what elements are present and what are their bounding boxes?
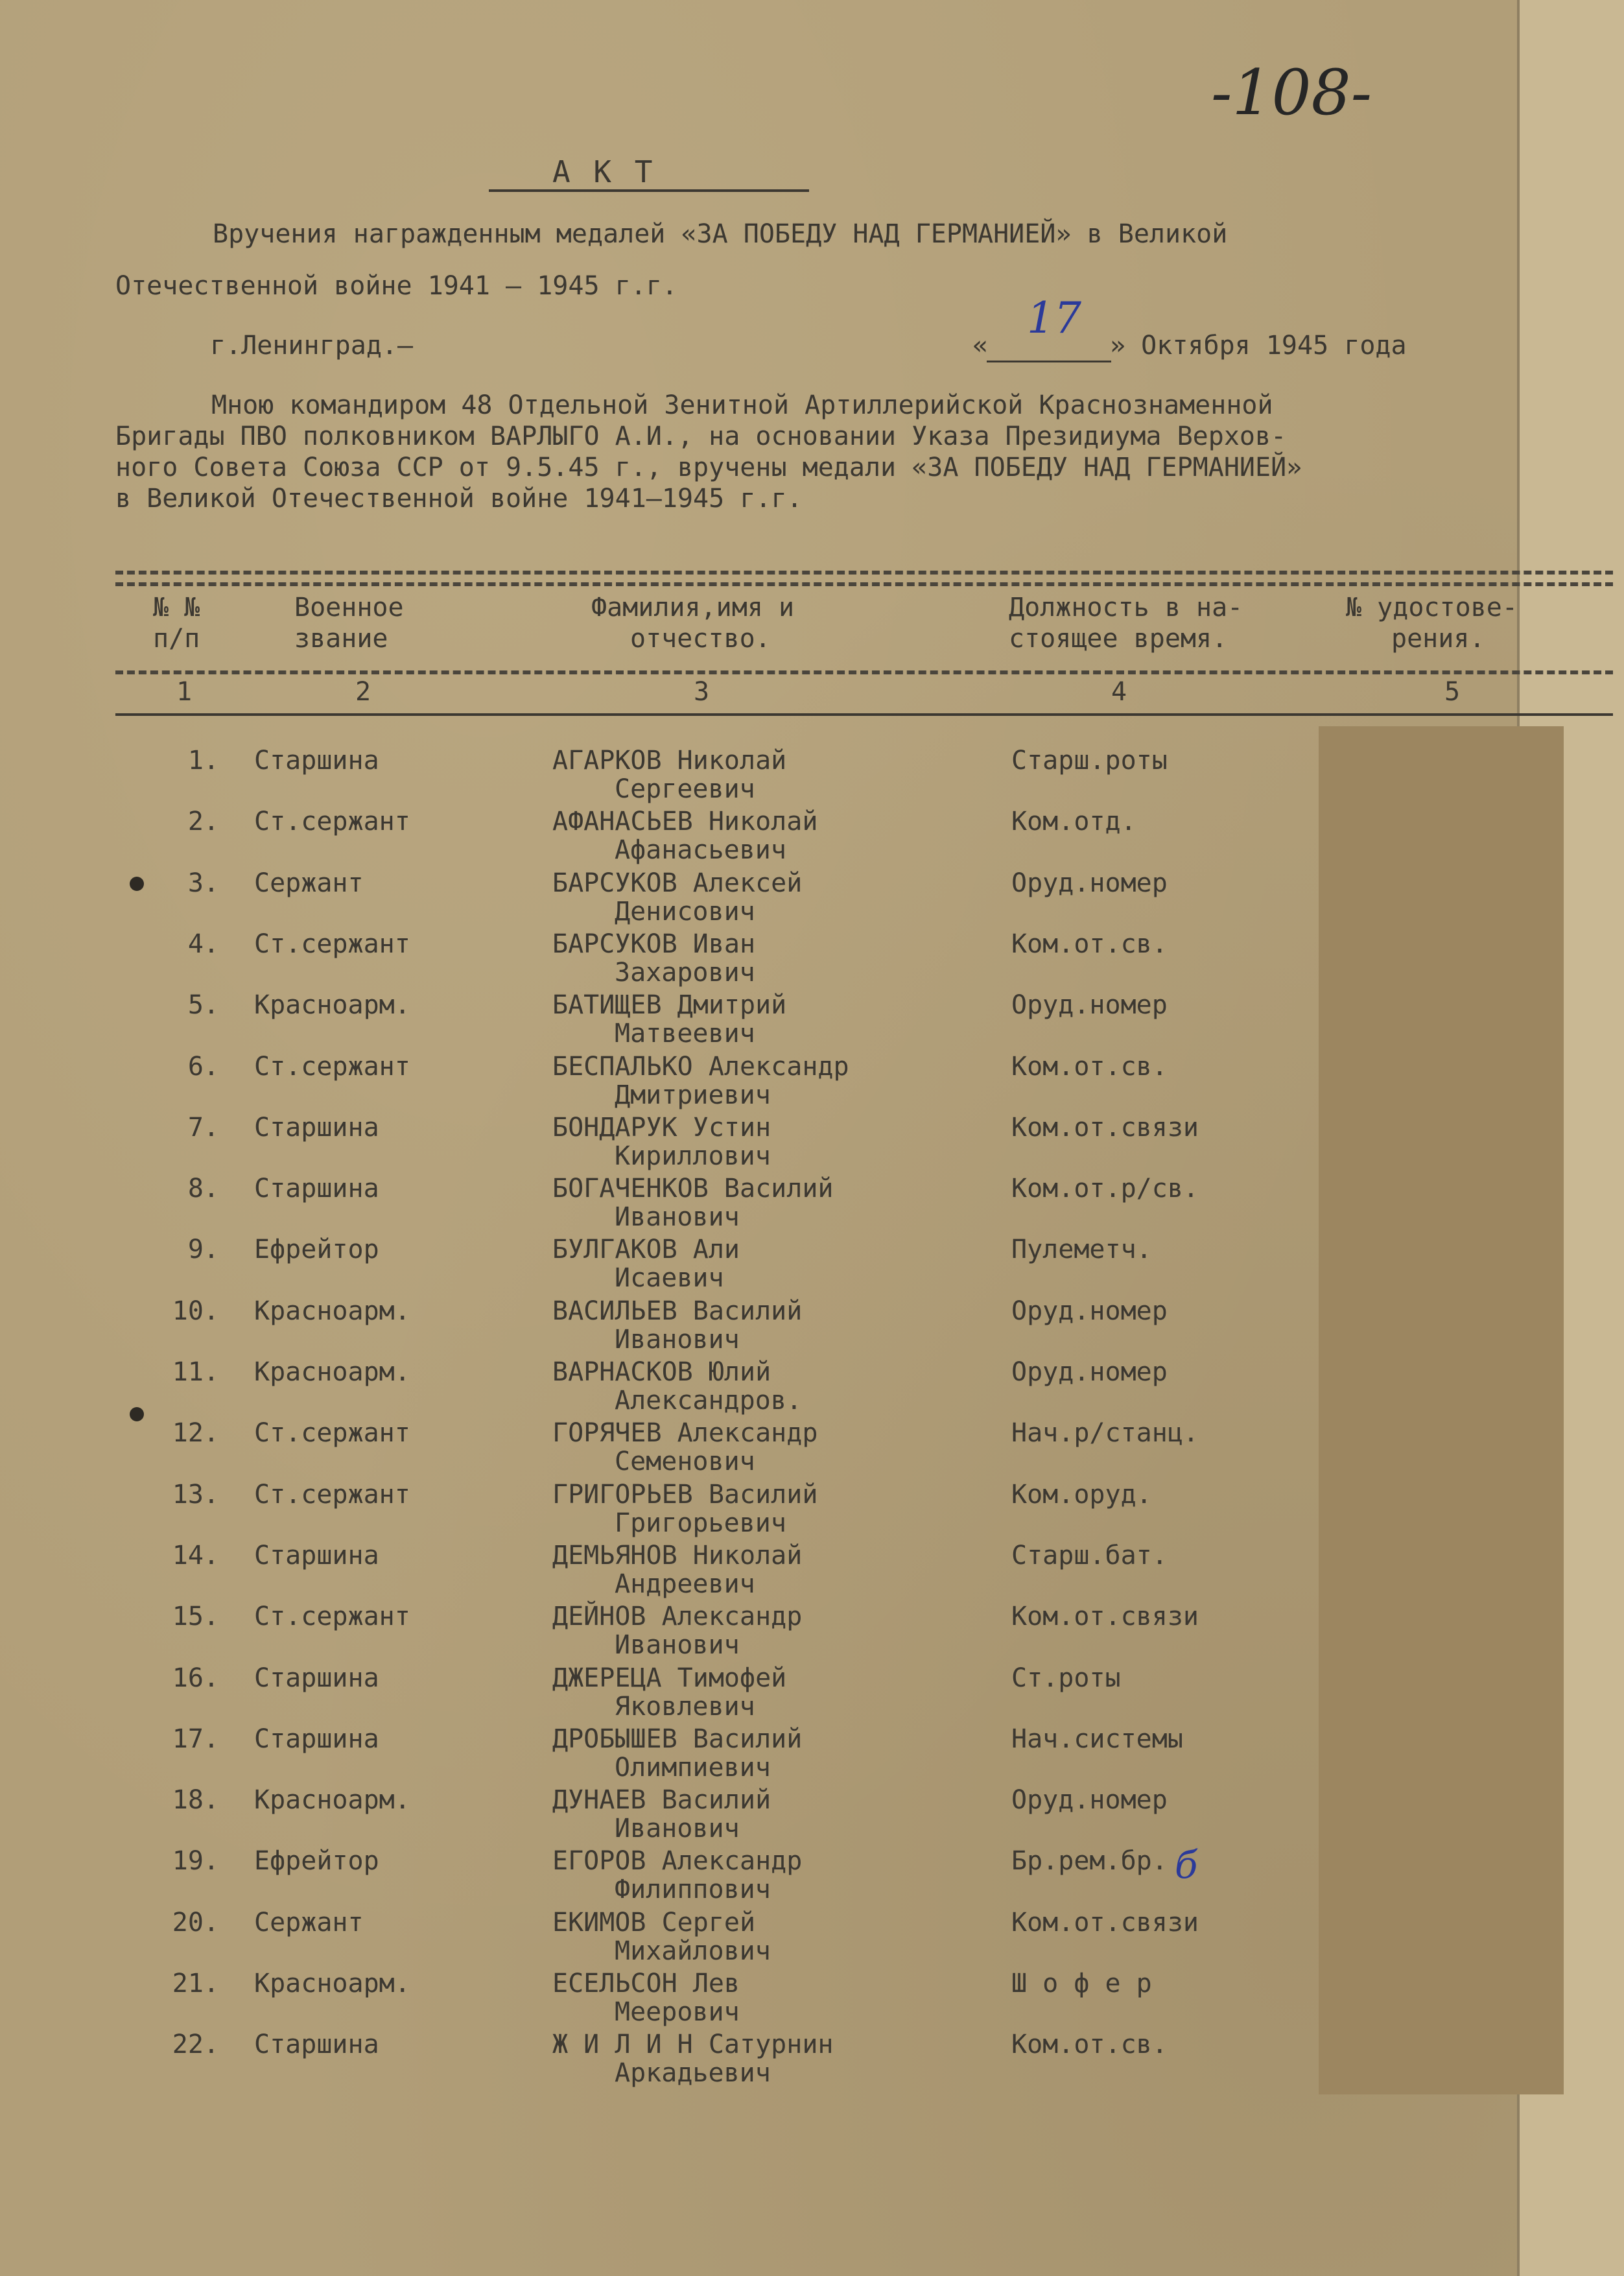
row-surname-name: ГРИГОРЬЕВ Василий	[552, 1480, 818, 1510]
header-col3-line1: Фамилия,имя и	[591, 593, 795, 622]
subtitle-line-2: Отечественной войне 1941 – 1945 г.г.	[115, 271, 677, 301]
row-position: Ст.роты	[1011, 1663, 1121, 1693]
row-surname-name: ДРОБЫШЕВ Василий	[552, 1724, 803, 1754]
row-position: Нач.р/станц.	[1011, 1418, 1199, 1448]
row-position: Бр.рем.бр.	[1011, 1846, 1168, 1876]
row-patronymic: Олимпиевич	[615, 1753, 771, 1783]
row-surname-name: ДУНАЕВ Василий	[552, 1785, 771, 1815]
header-col2-line1: Военное	[294, 593, 404, 622]
row-rank: Красноарм.	[254, 990, 410, 1020]
column-number-3: 3	[694, 677, 710, 707]
row-number: 11.	[172, 1357, 219, 1387]
row-rank: Красноарм.	[254, 1969, 410, 1998]
table-top-dashed-line	[115, 571, 1613, 575]
row-rank: Красноарм.	[254, 1296, 410, 1326]
row-rank: Ефрейтор	[254, 1235, 379, 1264]
column-number-4: 4	[1111, 677, 1127, 707]
column-number-5: 5	[1444, 677, 1461, 707]
row-patronymic: Кириллович	[615, 1141, 771, 1171]
row-rank: Ст.сержант	[254, 807, 410, 836]
row-rank: Старшина	[254, 1541, 379, 1571]
title-underline	[489, 189, 809, 192]
row-position: Оруд.номер	[1011, 1296, 1168, 1326]
row-position: Ком.от.св.	[1011, 2030, 1168, 2059]
row-surname-name: БОГАЧЕНКОВ Василий	[552, 1174, 834, 1203]
header-col2-line2: звание	[294, 624, 388, 654]
row-surname-name: ДЕЙНОВ Александр	[552, 1602, 803, 1631]
row-position: Ш о ф е р	[1011, 1969, 1152, 1998]
page-number: -108-	[1211, 56, 1372, 129]
row-rank: Старшина	[254, 746, 379, 776]
row-number: 20.	[172, 1908, 219, 1938]
row-surname-name: БЕСПАЛЬКО Александр	[552, 1052, 849, 1082]
row-rank: Ефрейтор	[254, 1846, 379, 1876]
row-number: 12.	[172, 1418, 219, 1448]
row-surname-name: ЕГОРОВ Александр	[552, 1846, 803, 1876]
place: г.Ленинград.–	[210, 331, 414, 361]
row-surname-name: АГАРКОВ Николай	[552, 746, 787, 776]
row-number: 8.	[187, 1174, 219, 1203]
row-number: 13.	[172, 1480, 219, 1510]
date-blank-line	[987, 361, 1111, 362]
row-patronymic: Денисович	[615, 897, 755, 927]
row-position: Оруд.номер	[1011, 990, 1168, 1020]
row-rank: Сержант	[254, 868, 364, 898]
row-position: Ком.от.связи	[1011, 1908, 1199, 1938]
row-patronymic: Филиппович	[615, 1875, 771, 1904]
header-col4-line1: Должность в на-	[1009, 593, 1243, 622]
date-day-handwritten: 17	[1027, 293, 1081, 343]
row-patronymic: Иванович	[615, 1202, 740, 1232]
row-patronymic: Яковлевич	[615, 1692, 755, 1722]
row-number: 3.	[187, 868, 219, 898]
row-surname-name: БОНДАРУК Устин	[552, 1113, 771, 1143]
row-number: 5.	[187, 990, 219, 1020]
row-surname-name: БАТИЩЕВ Дмитрий	[552, 990, 787, 1020]
row-surname-name: ДЖЕРЕЦА Тимофей	[552, 1663, 787, 1693]
row-patronymic: Захарович	[615, 958, 755, 988]
row-patronymic: Меерович	[615, 1997, 740, 2027]
intro-line-4: в Великой Отечественной войне 1941–1945 г.г.	[115, 484, 803, 514]
intro-line-1: Мною командиром 48 Отдельной Зенитной Артиллерийской Краснознаменной	[211, 390, 1273, 420]
row-rank: Сержант	[254, 1908, 364, 1938]
row-number: 17.	[172, 1724, 219, 1754]
row-number: 16.	[172, 1663, 219, 1693]
row-rank: Старшина	[254, 1724, 379, 1754]
date-rest: » Октября 1945 года	[1110, 331, 1407, 361]
row-rank: Ст.сержант	[254, 1602, 410, 1631]
row-position: Старш.роты	[1011, 746, 1168, 776]
header-col1-line2: п/п	[153, 624, 200, 654]
row-surname-name: ГОРЯЧЕВ Александр	[552, 1418, 818, 1448]
row-number: 7.	[187, 1113, 219, 1143]
row-rank: Красноарм.	[254, 1357, 410, 1387]
row-position: Пулеметч.	[1011, 1235, 1152, 1264]
row-surname-name: ДЕМЬЯНОВ Николай	[552, 1541, 803, 1571]
row-rank: Ст.сержант	[254, 929, 410, 959]
header-col1-line1: № №	[153, 593, 200, 622]
row-number: 10.	[172, 1296, 219, 1326]
row-patronymic: Андреевич	[615, 1569, 755, 1599]
header-col5-line1: № удостове-	[1346, 593, 1518, 622]
row-surname-name: БАРСУКОВ Алексей	[552, 868, 803, 898]
document-title: А К Т	[552, 154, 655, 189]
row-number: 4.	[187, 929, 219, 959]
row-number: 9.	[187, 1235, 219, 1264]
row-patronymic: Матвеевич	[615, 1019, 755, 1049]
punch-hole	[130, 877, 144, 891]
row-number: 21.	[172, 1969, 219, 1998]
row-number: 19.	[172, 1846, 219, 1876]
row-position: Ком.от.связи	[1011, 1602, 1199, 1631]
header-col5-line2: рения.	[1391, 624, 1485, 654]
row-surname-name: ВАСИЛЬЕВ Василий	[552, 1296, 803, 1326]
row-position: Оруд.номер	[1011, 868, 1168, 898]
date-open-quote: «	[972, 331, 989, 361]
row-rank: Ст.сержант	[254, 1418, 410, 1448]
row-patronymic: Иванович	[615, 1325, 740, 1355]
row-surname-name: БУЛГАКОВ Али	[552, 1235, 740, 1264]
row-surname-name: ВАРНАСКОВ Юлий	[552, 1357, 771, 1387]
intro-line-3: ного Совета Союза ССР от 9.5.45 г., вручены медали «ЗА ПОБЕДУ НАД ГЕРМАНИЕЙ»	[115, 453, 1302, 482]
row-patronymic: Афанасьевич	[615, 835, 786, 865]
redaction-block	[1319, 726, 1564, 2094]
row-rank: Ст.сержант	[254, 1052, 410, 1082]
row-number: 18.	[172, 1785, 219, 1815]
row-position: Нач.системы	[1011, 1724, 1183, 1754]
header-dashed-line	[115, 670, 1613, 674]
row-position: Оруд.номер	[1011, 1785, 1168, 1815]
row-rank: Ст.сержант	[254, 1480, 410, 1510]
row-surname-name: ЕСЕЛЬСОН Лев	[552, 1969, 740, 1998]
row-position: Ком.от.связи	[1011, 1113, 1199, 1143]
row-patronymic: Аркадьевич	[615, 2058, 771, 2088]
row-surname-name: АФАНАСЬЕВ Николай	[552, 807, 818, 836]
row-surname-name: Ж И Л И Н Сатурнин	[552, 2030, 834, 2059]
row-rank: Красноарм.	[254, 1785, 410, 1815]
row-patronymic: Исаевич	[615, 1263, 724, 1293]
row-position: Ком.от.р/св.	[1011, 1174, 1199, 1203]
row-surname-name: БАРСУКОВ Иван	[552, 929, 756, 959]
row-rank: Старшина	[254, 1174, 379, 1203]
row-number: 15.	[172, 1602, 219, 1631]
row-patronymic: Григорьевич	[615, 1508, 786, 1538]
header-bottom-line	[115, 713, 1613, 716]
row-number: 2.	[187, 807, 219, 836]
row-patronymic: Иванович	[615, 1814, 740, 1843]
row-position: Оруд.номер	[1011, 1357, 1168, 1387]
table-top-dashed-line-2	[115, 582, 1613, 586]
row-rank: Старшина	[254, 1113, 379, 1143]
row-patronymic: Семенович	[615, 1447, 755, 1476]
row-number: 14.	[172, 1541, 219, 1571]
row-patronymic: Александров.	[615, 1386, 802, 1416]
row-position: Старш.бат.	[1011, 1541, 1168, 1571]
row-position: Ком.от.св.	[1011, 1052, 1168, 1082]
header-col3-line2: отчество.	[630, 624, 771, 654]
row-rank: Старшина	[254, 1663, 379, 1693]
row-surname-name: ЕКИМОВ Сергей	[552, 1908, 756, 1938]
row-patronymic: Сергеевич	[615, 774, 755, 804]
handwritten-mark: б	[1175, 1843, 1198, 1887]
punch-hole	[130, 1407, 144, 1421]
intro-line-2: Бригады ПВО полковником ВАРЛЫГО А.И., на основании Указа Президиума Верхов-	[115, 421, 1287, 451]
row-patronymic: Иванович	[615, 1630, 740, 1660]
row-patronymic: Михайлович	[615, 1936, 771, 1966]
row-position: Ком.оруд.	[1011, 1480, 1152, 1510]
subtitle-line-1: Вручения награжденным медалей «ЗА ПОБЕДУ НАД ГЕРМАНИЕЙ» в Великой	[213, 219, 1228, 249]
row-number: 22.	[172, 2030, 219, 2059]
row-number: 6.	[187, 1052, 219, 1082]
column-number-1: 1	[176, 677, 193, 707]
row-position: Ком.от.св.	[1011, 929, 1168, 959]
row-number: 1.	[187, 746, 219, 776]
row-position: Ком.отд.	[1011, 807, 1136, 836]
column-number-2: 2	[355, 677, 371, 707]
header-col4-line2: стоящее время.	[1009, 624, 1228, 654]
row-patronymic: Дмитриевич	[615, 1080, 771, 1110]
row-rank: Старшина	[254, 2030, 379, 2059]
